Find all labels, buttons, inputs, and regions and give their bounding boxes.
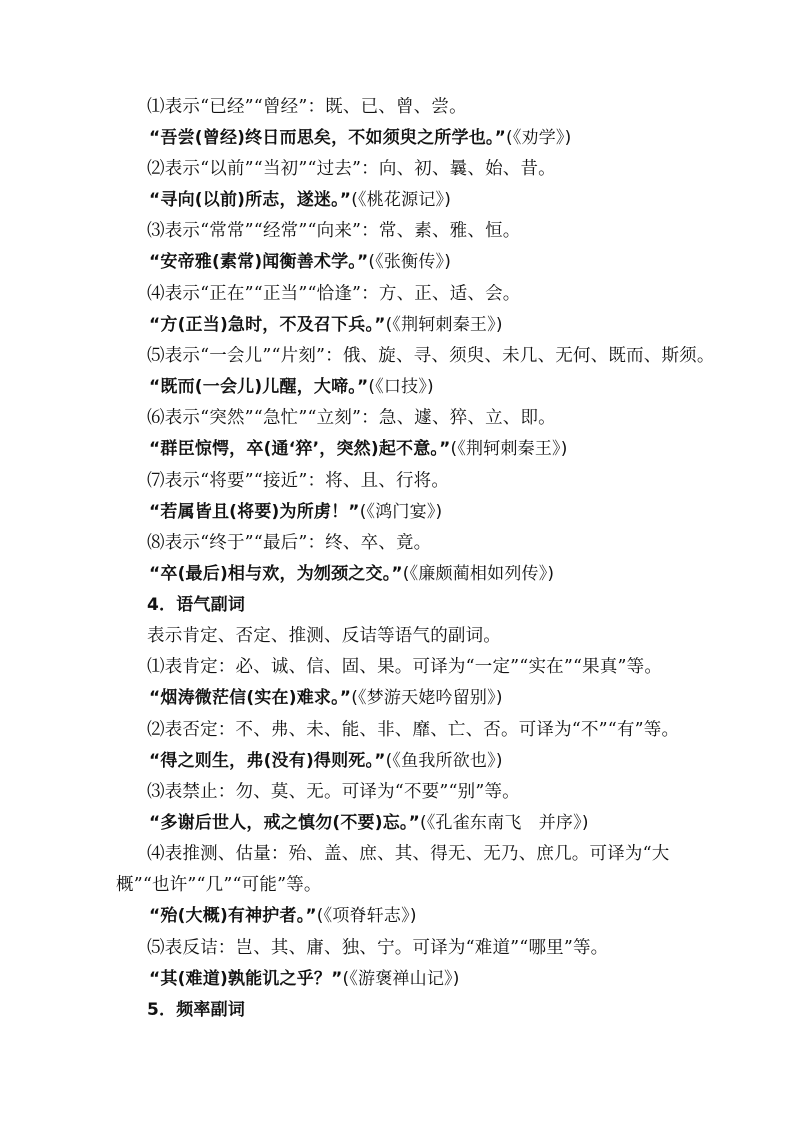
text-line: ⑴表肯定：必、诚、信、固、果。可译为“一定”“实在”“果真”等。 — [147, 657, 663, 677]
text-line: 表示肯定、否定、推测、反诘等语气的副词。 — [147, 626, 501, 646]
example-quote: “寻向(以前)所志，遂迷。” — [149, 190, 352, 210]
example-quote: “安帝雅(素常)闻衡善术学。” — [149, 252, 369, 272]
text-line: ⑸表反诘：岂、其、庸、独、宁。可译为“难道”“哪里”等。 — [147, 938, 609, 958]
example-source: (《梦游天姥吟留别》) — [351, 688, 503, 708]
example-quote: “既而(一会儿)儿醒，大啼。” — [149, 377, 369, 397]
example-line — [149, 127, 709, 149]
text-line: ⑸表示“一会儿”“片刻”：俄、旋、寻、须臾、未几、无何、既而、斯须。 — [147, 346, 715, 366]
example-source: (《桃花源记》) — [351, 190, 452, 210]
example-quote: “卒(最后)相与欢，为刎颈之交。” — [149, 564, 403, 584]
example-line — [149, 968, 709, 990]
text-line-wrapped: ⑷表推测、估量：殆、盖、庶、其、得无、无乃、庶几。可译为“大概”“也许”“几”“可能”等。 — [116, 844, 670, 895]
text-line: ⑶表示“常常”“经常”“向来”：常、素、雅、恒。 — [147, 221, 521, 241]
example-line — [149, 314, 709, 336]
example-line — [149, 563, 709, 585]
example-line — [149, 750, 709, 772]
text-line: ⑵表否定：不、弗、未、能、非、靡、亡、否。可译为“不”“有”等。 — [147, 720, 680, 740]
example-source: (《口技》) — [368, 377, 434, 397]
example-line — [149, 376, 709, 398]
example-line — [149, 812, 709, 834]
text-line: ⑺表示“将要”“接近”：将、且、行将。 — [147, 471, 450, 491]
section-heading: 5．频率副词 — [147, 1000, 246, 1020]
example-line — [149, 438, 709, 460]
text-line: ⑵表示“以前”“当初”“过去”：向、初、曩、始、昔。 — [147, 159, 556, 179]
example-source: (《鱼我所欲也》) — [385, 751, 503, 771]
text-line: ⑶表禁止：勿、莫、无。可译为“不要”“别”等。 — [147, 782, 520, 802]
example-quote: “吾尝(曾经)终日而思矣，不如须臾之所学也。” — [149, 128, 506, 148]
example-source: (《张衡传》) — [368, 252, 452, 272]
example-line — [149, 189, 709, 211]
example-line — [149, 251, 709, 273]
example-quote: “若属皆且(将要)为所虏！” — [149, 502, 360, 522]
example-source: (《孔雀东南飞 并序》) — [419, 813, 589, 833]
example-quote: “得之则生，弗(没有)得则死。” — [149, 751, 386, 771]
example-source: (《荆轲刺秦王》) — [450, 439, 568, 459]
example-source: (《荆轲刺秦王》) — [385, 315, 503, 335]
example-source: (《鸿门宴》) — [359, 502, 443, 522]
example-line — [149, 687, 709, 709]
example-quote: “烟涛微茫信(实在)难求。” — [149, 688, 352, 708]
example-quote: “多谢后世人，戒之慎勿(不要)忘。” — [149, 813, 420, 833]
example-quote: “其(难道)孰能讥之乎？” — [149, 969, 343, 989]
example-quote: “方(正当)急时，不及召下兵。” — [149, 315, 386, 335]
text-line: ⑹表示“突然”“急忙”“立刻”：急、遽、猝、立、即。 — [147, 408, 556, 428]
text-line: ⑴表示“已经”“曾经”：既、已、曾、尝。 — [147, 97, 467, 117]
example-source: (《廉颇蔺相如列传》) — [402, 564, 555, 584]
example-source: (《游褒禅山记》) — [342, 969, 460, 989]
example-source: (《项脊轩志》) — [316, 906, 417, 926]
example-quote: “群臣惊愕，卒(通‘猝’，突然)起不意。” — [149, 439, 451, 459]
example-line — [149, 501, 709, 523]
example-quote: “殆(大概)有神护者。” — [149, 906, 317, 926]
example-source: (《劝学》) — [505, 128, 572, 148]
text-line: ⑷表示“正在”“正当”“恰逢”：方、正、适、会。 — [147, 284, 521, 304]
section-heading: 4．语气副词 — [147, 595, 246, 615]
example-line — [149, 905, 709, 927]
text-line: ⑻表示“终于”“最后”：终、卒、竟。 — [147, 533, 432, 553]
